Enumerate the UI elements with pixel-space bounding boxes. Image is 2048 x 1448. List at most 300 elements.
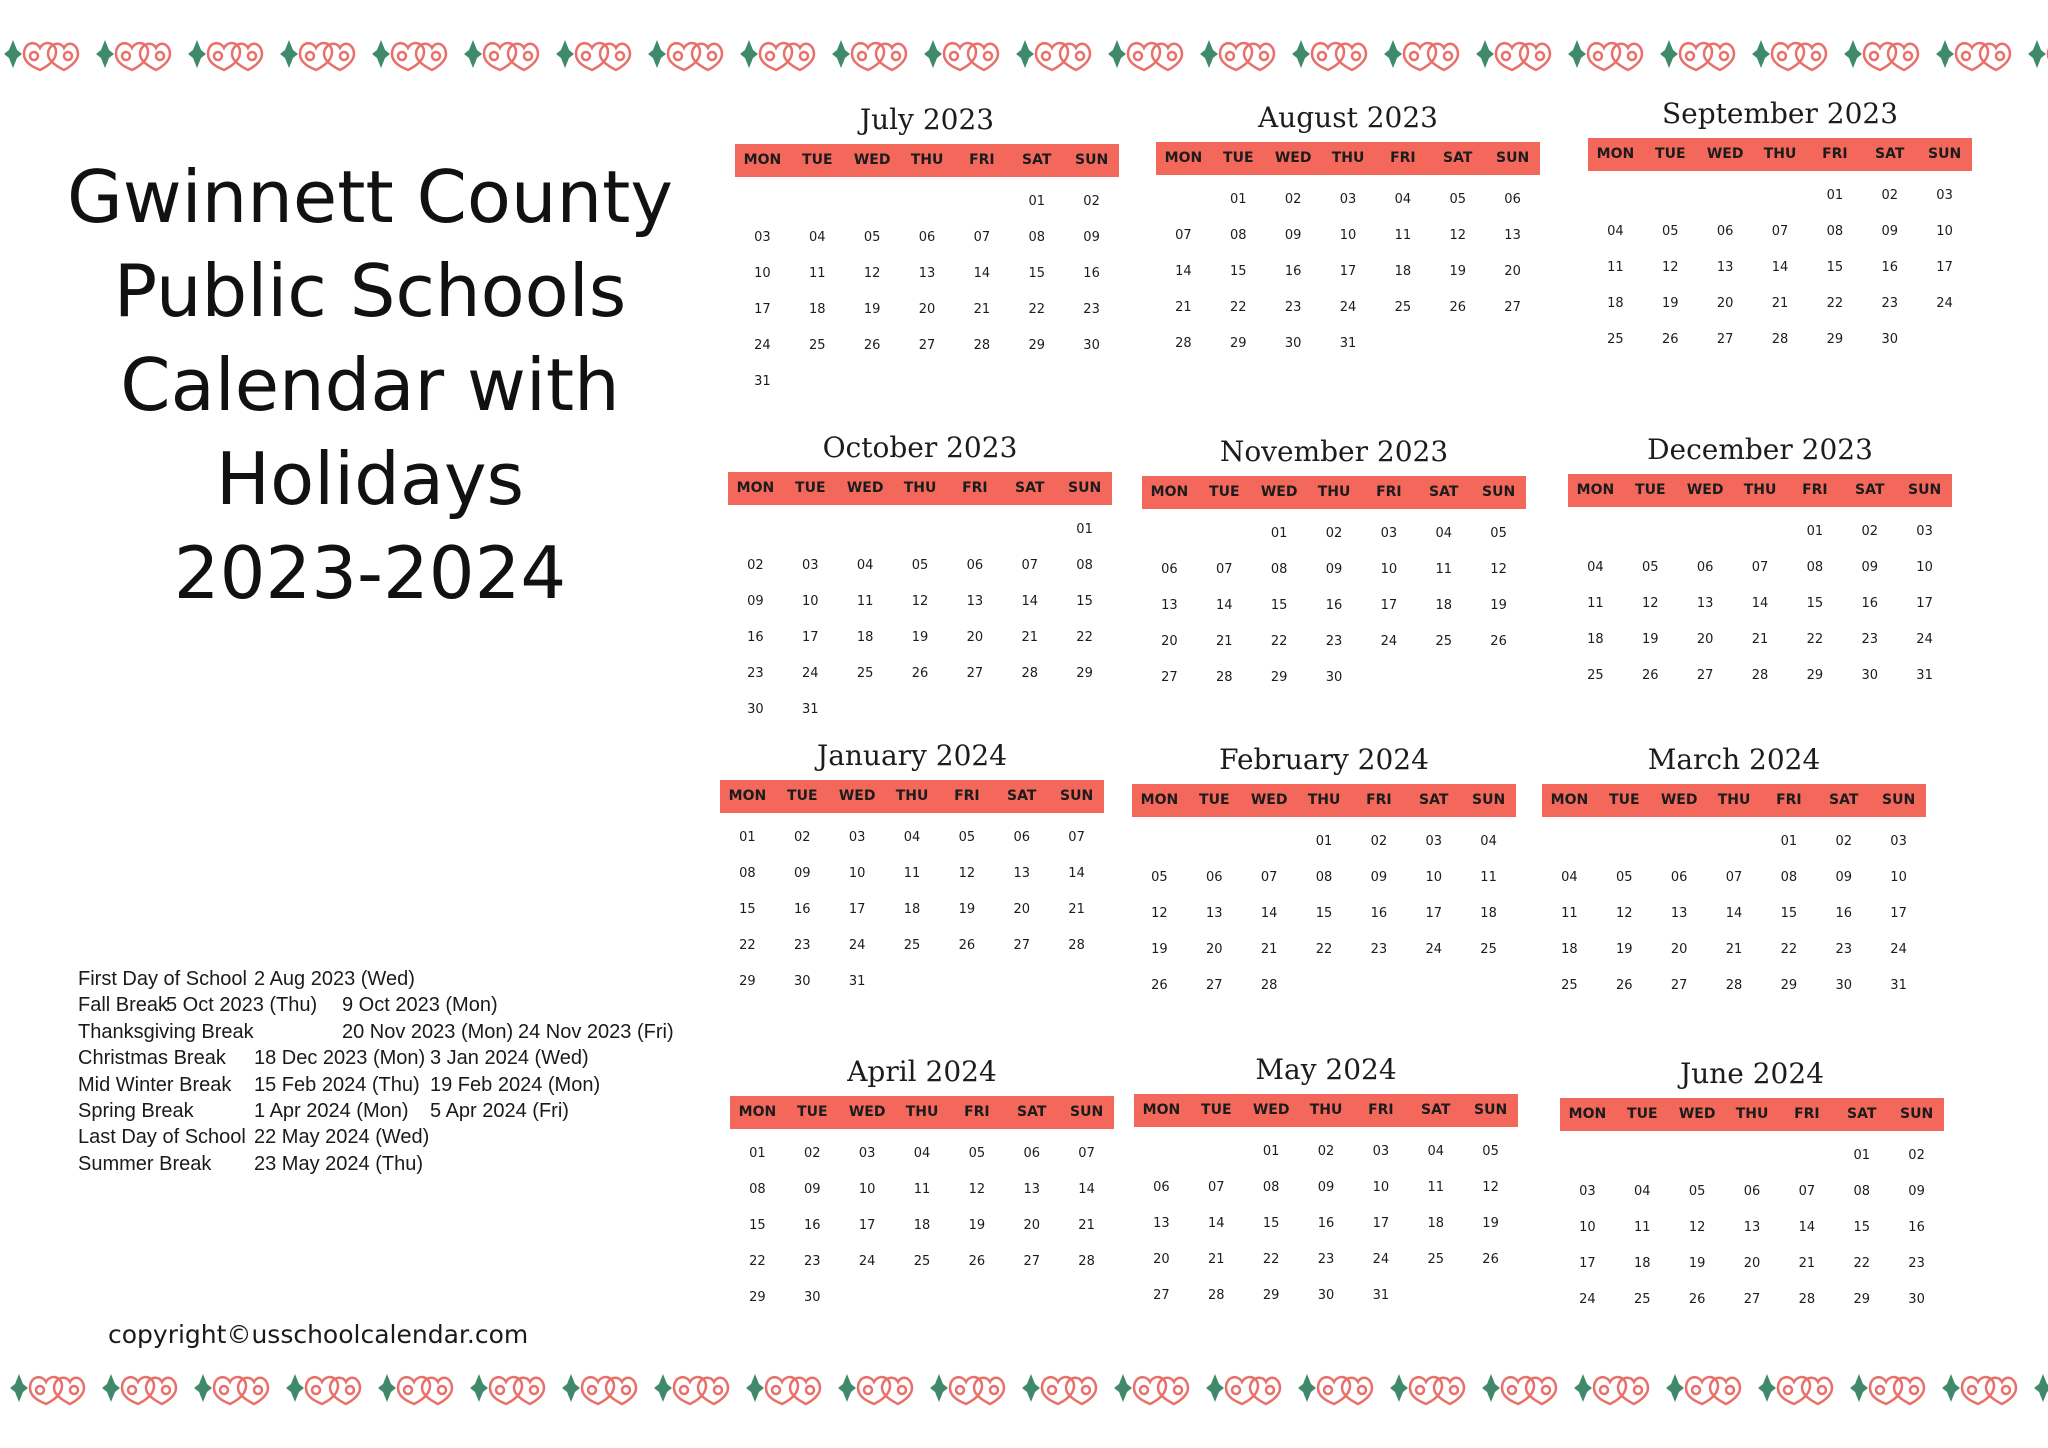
day-cell: 19 (1482, 1216, 1499, 1231)
day-cell: 28 (1208, 1288, 1225, 1303)
weekday-header (728, 472, 1112, 505)
month-calendar (735, 100, 1119, 440)
heart-ornament (852, 43, 906, 70)
empty-cell (1753, 178, 1808, 214)
star-ornament (102, 1374, 120, 1402)
weekday-label: WED (1678, 1106, 1716, 1122)
holiday-name: Summer Break (78, 1152, 212, 1175)
day-grid (1156, 182, 1540, 362)
day-cell: 30 (1881, 332, 1898, 347)
day-grid (1560, 1138, 1944, 1318)
day-cell: 10 (1890, 870, 1907, 885)
weekday-label: SAT (1007, 788, 1037, 804)
empty-cell (1542, 824, 1597, 860)
day-cell: 15 (749, 1218, 766, 1233)
day-cell: 03 (1372, 1144, 1390, 1159)
day-cell: 03 (1936, 188, 1953, 203)
star-ornament (924, 40, 942, 68)
title-line: Gwinnett County (66, 155, 674, 239)
day-cell: 25 (856, 666, 874, 681)
empty-cell (1242, 824, 1297, 860)
empty-cell (1643, 178, 1698, 214)
day-cell: 12 (1688, 1220, 1706, 1235)
day-cell: 06 (1504, 192, 1521, 207)
day-cell: 02 (1370, 834, 1388, 849)
day-cell: 19 (1449, 264, 1466, 279)
day-cell: 11 (856, 594, 874, 609)
holiday-start: 22 May 2024 (Wed) (254, 1126, 430, 1149)
day-cell: 26 (1490, 634, 1507, 649)
weekday-label: THU (1743, 482, 1777, 498)
day-cell: 26 (911, 666, 929, 681)
day-cell: 12 (1482, 1180, 1499, 1195)
day-cell: 17 (1916, 596, 1933, 611)
day-cell: 29 (1826, 332, 1844, 347)
weekday-header (1568, 474, 1952, 507)
star-ornament (740, 40, 758, 68)
day-cell: 25 (1480, 942, 1497, 957)
day-cell: 12 (911, 594, 929, 609)
day-cell: 25 (903, 938, 921, 953)
day-cell: 18 (1634, 1256, 1651, 1271)
day-cell: 09 (747, 594, 764, 609)
day-cell: 02 (1881, 188, 1898, 203)
day-cell: 14 (1260, 906, 1278, 921)
day-cell: 14 (1725, 906, 1743, 921)
title-line: Calendar with (120, 343, 620, 427)
empty-cell (735, 184, 790, 220)
day-cell: 27 (1696, 668, 1714, 683)
empty-cell (1733, 514, 1788, 550)
weekday-label: TUE (787, 788, 818, 804)
day-grid (728, 512, 1112, 728)
day-cell: 24 (1425, 942, 1442, 957)
day-cell: 17 (848, 902, 866, 917)
day-cell: 02 (804, 1146, 821, 1161)
day-cell: 31 (848, 974, 866, 989)
heart-ornament (392, 43, 446, 70)
day-cell: 18 (903, 902, 921, 917)
day-cell: 08 (1780, 870, 1798, 885)
star-ornament (10, 1374, 28, 1402)
day-cell: 06 (1153, 1180, 1170, 1195)
star-ornament (1292, 40, 1310, 68)
day-cell: 07 (1798, 1184, 1816, 1199)
day-cell: 12 (1616, 906, 1633, 921)
weekday-label: SAT (1443, 150, 1473, 166)
heart-ornament (208, 43, 262, 70)
star-ornament (832, 40, 850, 68)
weekday-label: THU (910, 152, 944, 168)
weekday-header (1156, 142, 1540, 175)
day-cell: 28 (1078, 1254, 1095, 1269)
day-cell: 23 (1284, 300, 1302, 315)
day-cell: 12 (863, 266, 881, 281)
day-cell: 28 (1725, 978, 1743, 993)
day-cell: 26 (1616, 978, 1633, 993)
holiday-name: Fall Break (78, 994, 169, 1017)
holiday-end: 3 Jan 2024 (Wed) (430, 1047, 589, 1070)
day-cell: 01 (1315, 834, 1333, 849)
day-cell: 21 (1771, 296, 1789, 311)
star-ornament (1108, 40, 1126, 68)
day-cell: 11 (1435, 562, 1452, 577)
day-cell: 05 (968, 1146, 986, 1161)
weekday-label: TUE (1199, 792, 1230, 808)
weekday-label: THU (1717, 792, 1751, 808)
day-cell: 12 (1662, 260, 1679, 275)
day-cell: 14 (1068, 866, 1085, 881)
day-cell: 08 (1230, 228, 1247, 243)
day-cell: 05 (1616, 870, 1633, 885)
day-cell: 14 (973, 266, 991, 281)
empty-cell (728, 512, 783, 548)
weekday-label: SUN (1928, 146, 1962, 162)
day-cell: 11 (1561, 906, 1578, 921)
day-cell: 04 (1394, 192, 1412, 207)
day-cell: 04 (809, 230, 826, 245)
weekday-label: WED (1250, 792, 1288, 808)
weekday-label: WED (838, 788, 876, 804)
day-cell: 14 (1216, 598, 1233, 613)
day-cell: 17 (1425, 906, 1442, 921)
day-grid (1588, 178, 1972, 358)
day-grid (735, 184, 1119, 400)
weekday-label: WED (853, 152, 891, 168)
day-cell: 11 (1634, 1220, 1651, 1235)
day-cell: 08 (1262, 1180, 1280, 1195)
day-cell: 01 (1262, 1144, 1280, 1159)
day-cell: 20 (1013, 902, 1030, 917)
holiday-row (78, 1124, 698, 1150)
holiday-row (78, 1045, 698, 1071)
weekday-header (1542, 784, 1926, 817)
star-ornament (470, 1374, 488, 1402)
holiday-end: 9 Oct 2023 (Mon) (342, 994, 498, 1017)
weekday-label: SAT (1875, 146, 1905, 162)
day-cell: 14 (1771, 260, 1789, 275)
heart-ornament (1864, 43, 1918, 70)
day-cell: 24 (1339, 300, 1357, 315)
day-cell: 16 (1083, 266, 1100, 281)
month-calendar (1132, 740, 1516, 1080)
day-cell: 15 (1780, 906, 1798, 921)
day-cell: 03 (1380, 526, 1398, 541)
day-cell: 25 (1587, 668, 1604, 683)
month-title: May 2024 (1255, 1053, 1397, 1086)
day-cell: 03 (1890, 834, 1907, 849)
day-cell: 18 (1427, 1216, 1444, 1231)
day-cell: 13 (1153, 1216, 1170, 1231)
weekday-label: MON (1142, 1102, 1181, 1118)
empty-cell (1698, 178, 1753, 214)
star-ornament (286, 1374, 304, 1402)
empty-cell (900, 184, 955, 220)
weekday-label: FRI (969, 152, 995, 168)
day-cell: 22 (749, 1254, 766, 1269)
day-cell: 19 (1616, 942, 1633, 957)
day-grid (730, 1136, 1114, 1316)
day-cell: 22 (1853, 1256, 1870, 1271)
day-cell: 28 (1021, 666, 1038, 681)
empty-cell (1560, 1138, 1615, 1174)
day-cell: 16 (1861, 596, 1878, 611)
day-cell: 27 (1023, 1254, 1040, 1269)
weekday-label: SAT (1015, 480, 1045, 496)
empty-cell (1197, 516, 1252, 552)
weekday-header (1560, 1098, 1944, 1131)
weekday-label: TUE (1635, 482, 1666, 498)
day-cell: 17 (802, 630, 819, 645)
day-cell: 11 (1587, 596, 1604, 611)
day-cell: 15 (1230, 264, 1247, 279)
day-cell: 30 (1325, 670, 1343, 685)
day-cell: 27 (1716, 332, 1734, 347)
day-cell: 19 (1662, 296, 1679, 311)
day-cell: 14 (1078, 1182, 1095, 1197)
weekday-label: FRI (1390, 150, 1416, 166)
weekday-label: TUE (797, 1104, 828, 1120)
day-cell: 05 (1490, 526, 1507, 541)
day-cell: 17 (1936, 260, 1953, 275)
weekday-label: SUN (1882, 792, 1916, 808)
day-cell: 01 (1853, 1148, 1870, 1163)
day-cell: 31 (754, 374, 771, 389)
heart-ornament (1772, 43, 1826, 70)
day-cell: 04 (1634, 1184, 1651, 1199)
day-cell: 16 (1908, 1220, 1925, 1235)
day-cell: 05 (911, 558, 929, 573)
heart-ornament (300, 43, 354, 70)
day-cell: 01 (749, 1146, 766, 1161)
day-cell: 06 (1206, 870, 1223, 885)
day-cell: 04 (903, 830, 921, 845)
day-cell: 08 (739, 866, 756, 881)
day-cell: 16 (1284, 264, 1302, 279)
weekday-label: SUN (1900, 1106, 1934, 1122)
star-ornament (1384, 40, 1402, 68)
heart-ornament (1956, 43, 2010, 70)
weekday-label: MON (1164, 150, 1203, 166)
weekday-label: MON (1568, 1106, 1607, 1122)
heart-ornament (582, 1377, 636, 1404)
day-cell: 09 (1083, 230, 1100, 245)
day-cell: 18 (1435, 598, 1452, 613)
holiday-end: 5 Apr 2024 (Fri) (430, 1099, 569, 1122)
star-ornament (4, 40, 22, 68)
day-cell: 28 (1751, 668, 1769, 683)
day-cell: 10 (802, 594, 819, 609)
weekday-label: THU (1331, 150, 1365, 166)
empty-cell (1187, 824, 1242, 860)
day-cell: 23 (794, 938, 811, 953)
day-cell: 16 (1370, 906, 1388, 921)
day-cell: 07 (1725, 870, 1743, 885)
day-cell: 22 (1806, 632, 1824, 647)
weekday-label: MON (736, 480, 775, 496)
day-cell: 20 (1743, 1256, 1761, 1271)
day-cell: 26 (863, 338, 881, 353)
weekday-label: FRI (964, 1104, 990, 1120)
day-cell: 06 (918, 230, 936, 245)
day-grid (1134, 1134, 1518, 1314)
day-cell: 05 (1449, 192, 1466, 207)
day-cell: 20 (918, 302, 936, 317)
day-cell: 31 (1372, 1288, 1390, 1303)
weekday-label: WED (1706, 146, 1744, 162)
heart-ornament (1036, 43, 1090, 70)
holiday-row (78, 1098, 698, 1124)
holiday-start: 15 Feb 2024 (Thu) (254, 1073, 420, 1096)
empty-cell (954, 184, 1009, 220)
day-cell: 22 (1270, 634, 1288, 649)
day-cell: 19 (968, 1218, 986, 1233)
day-cell: 24 (754, 338, 771, 353)
holiday-start: 1 Apr 2024 (Mon) (254, 1099, 409, 1122)
holiday-name: Mid Winter Break (78, 1073, 232, 1096)
day-cell: 01 (739, 830, 756, 845)
heart-ornament (944, 43, 998, 70)
day-cell: 01 (1230, 192, 1247, 207)
heart-ornament (674, 1377, 728, 1404)
day-cell: 18 (1561, 942, 1578, 957)
heart-ornament (1588, 43, 1642, 70)
day-cell: 22 (1780, 942, 1798, 957)
weekday-label: FRI (962, 480, 988, 496)
day-cell: 16 (747, 630, 764, 645)
star-ornament (1568, 40, 1586, 68)
empty-cell (1568, 514, 1623, 550)
holiday-list (78, 966, 698, 1177)
title-line: 2023-2024 (173, 531, 567, 615)
day-cell: 06 (1013, 830, 1030, 845)
day-cell: 14 (1798, 1220, 1816, 1235)
day-cell: 15 (1806, 596, 1824, 611)
month-calendar (1560, 1054, 1944, 1394)
day-cell: 02 (1325, 526, 1343, 541)
day-cell: 20 (1716, 296, 1734, 311)
day-cell: 10 (754, 266, 771, 281)
day-cell: 16 (1881, 260, 1898, 275)
weekday-label: FRI (1794, 1106, 1820, 1122)
day-cell: 19 (911, 630, 929, 645)
day-cell: 20 (966, 630, 984, 645)
day-cell: 27 (1743, 1292, 1761, 1307)
month-calendar (1568, 430, 1952, 770)
weekday-label: FRI (1776, 792, 1802, 808)
day-cell: 03 (754, 230, 771, 245)
day-cell: 24 (1380, 634, 1398, 649)
day-cell: 25 (1607, 332, 1624, 347)
day-cell: 06 (1161, 562, 1178, 577)
day-cell: 29 (1806, 668, 1824, 683)
day-cell: 03 (1579, 1184, 1596, 1199)
day-cell: 15 (1270, 598, 1288, 613)
day-cell: 21 (1725, 942, 1743, 957)
day-cell: 29 (1853, 1292, 1870, 1307)
holiday-start: 18 Dec 2023 (Mon) (254, 1047, 426, 1070)
heart-ornament (1128, 43, 1182, 70)
day-cell: 19 (863, 302, 881, 317)
weekday-label: TUE (1209, 484, 1240, 500)
weekday-label: FRI (1376, 484, 1402, 500)
weekday-header (1132, 784, 1516, 817)
day-cell: 10 (1425, 870, 1442, 885)
day-cell: 13 (1161, 598, 1178, 613)
heart-ornament (760, 43, 814, 70)
weekday-label: TUE (1201, 1102, 1232, 1118)
day-cell: 24 (1372, 1252, 1390, 1267)
weekday-label: WED (848, 1104, 886, 1120)
weekday-label: SAT (1855, 482, 1885, 498)
holiday-name: Christmas Break (78, 1047, 226, 1070)
day-cell: 06 (1743, 1184, 1761, 1199)
day-cell: 24 (1890, 942, 1907, 957)
day-cell: 09 (1325, 562, 1343, 577)
day-cell: 05 (1482, 1144, 1499, 1159)
day-cell: 11 (1607, 260, 1624, 275)
day-cell: 23 (1835, 942, 1852, 957)
weekday-label: MON (1140, 792, 1179, 808)
weekday-label: SUN (1474, 1102, 1508, 1118)
month-title: March 2024 (1647, 743, 1821, 776)
day-cell: 29 (1028, 338, 1045, 353)
day-cell: 23 (1881, 296, 1898, 311)
day-cell: 24 (802, 666, 819, 681)
heart-ornament (398, 1377, 452, 1404)
day-cell: 10 (848, 866, 866, 881)
star-ornament (2034, 1374, 2048, 1402)
day-cell: 08 (749, 1182, 766, 1197)
month-title: January 2024 (816, 739, 1008, 772)
month-title: July 2023 (859, 103, 995, 136)
empty-cell (947, 512, 1002, 548)
day-cell: 08 (1076, 558, 1093, 573)
weekday-label: FRI (1366, 792, 1392, 808)
day-cell: 02 (1083, 194, 1100, 209)
star-ornament (1200, 40, 1218, 68)
day-cell: 19 (958, 902, 976, 917)
heart-ornament (668, 43, 722, 70)
day-cell: 16 (1325, 598, 1343, 613)
day-cell: 04 (913, 1146, 931, 1161)
day-cell: 03 (1339, 192, 1357, 207)
day-cell: 08 (1826, 224, 1844, 239)
day-cell: 13 (1716, 260, 1734, 275)
empty-cell (893, 512, 948, 548)
weekday-label: TUE (1223, 150, 1254, 166)
day-cell: 16 (1317, 1216, 1335, 1231)
day-cell: 02 (1317, 1144, 1335, 1159)
weekday-label: TUE (802, 152, 833, 168)
day-cell: 11 (903, 866, 921, 881)
day-cell: 08 (1028, 230, 1045, 245)
day-cell: 11 (1394, 228, 1412, 243)
day-cell: 23 (804, 1254, 821, 1269)
weekday-label: SAT (1847, 1106, 1877, 1122)
day-cell: 12 (958, 866, 976, 881)
day-cell: 20 (1504, 264, 1521, 279)
day-cell: 02 (747, 558, 764, 573)
day-cell: 24 (848, 938, 866, 953)
day-cell: 26 (1688, 1292, 1706, 1307)
heart-ornament (306, 1377, 360, 1404)
day-cell: 01 (1806, 524, 1824, 539)
day-cell: 02 (1835, 834, 1852, 849)
month-calendar (1142, 432, 1526, 772)
weekday-label: SAT (1017, 1104, 1047, 1120)
holiday-name: Last Day of School (78, 1126, 246, 1149)
